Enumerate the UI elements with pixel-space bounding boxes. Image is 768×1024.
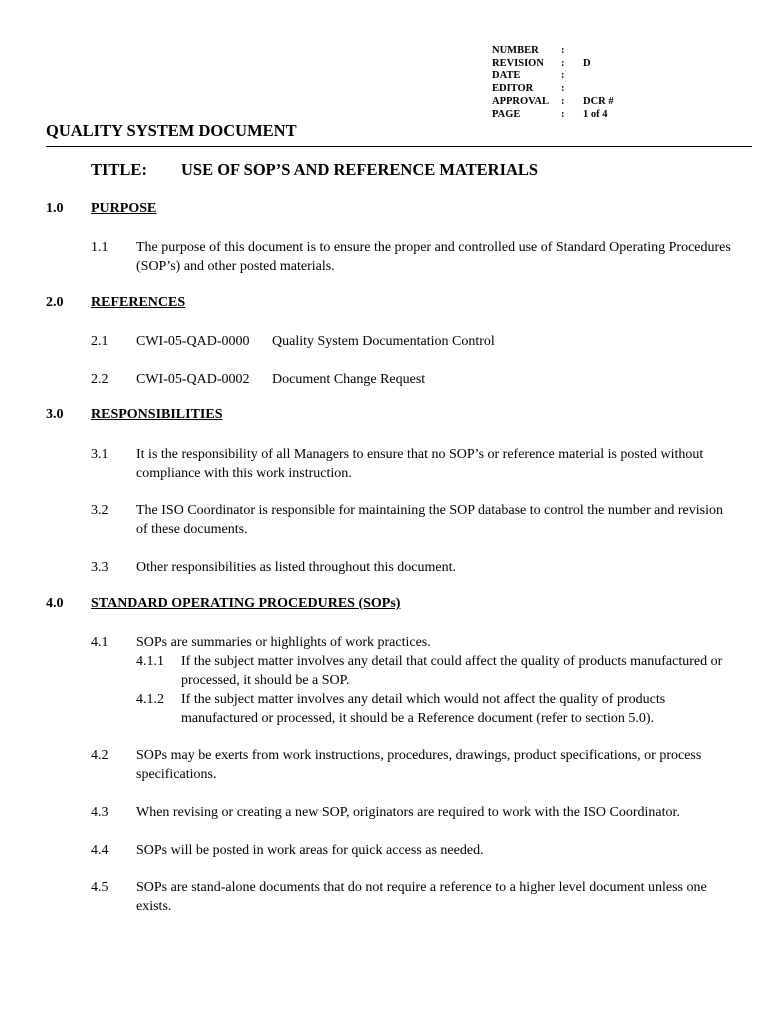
item-text: If the subject matter involves any detail which would not affect the quality of products manufactured or processed, it should be a Reference document (refer to section 5.0). bbox=[181, 692, 666, 726]
reference-item bbox=[91, 370, 731, 389]
document-type-heading: QUALITY SYSTEM DOCUMENT bbox=[46, 121, 297, 140]
item-number: 3.2 bbox=[91, 503, 109, 518]
meta-label: DATE bbox=[492, 70, 521, 82]
meta-row-number bbox=[492, 45, 614, 58]
list-item bbox=[91, 558, 731, 577]
item-text: SOPs are stand-alone documents that do not require a reference to a higher level document unless one exists. bbox=[136, 880, 707, 914]
list-item bbox=[91, 238, 731, 276]
reference-title: Document Change Request bbox=[272, 372, 426, 387]
meta-row-revision bbox=[492, 58, 614, 71]
title-text: USE OF SOP’S AND REFERENCE MATERIALS bbox=[181, 160, 539, 179]
meta-label: NUMBER bbox=[492, 45, 539, 56]
item-number: 3.1 bbox=[91, 447, 109, 462]
meta-label: PAGE bbox=[492, 108, 521, 120]
document-metadata bbox=[492, 45, 614, 121]
reference-code: CWI-05-QAD-0000 bbox=[136, 334, 250, 349]
list-item bbox=[91, 746, 731, 784]
item-text: The ISO Coordinator is responsible for maintaining the SOP database to control the number and revision of these documents. bbox=[136, 503, 723, 537]
section-title: RESPONSIBILITIES bbox=[91, 407, 223, 422]
reference-code: CWI-05-QAD-0002 bbox=[136, 372, 250, 387]
section-number: 4.0 bbox=[46, 596, 64, 611]
meta-separator: : bbox=[561, 45, 565, 56]
item-text: SOPs may be exerts from work instructions, procedures, drawings, product specifications, or process specifications. bbox=[136, 748, 702, 782]
meta-separator: : bbox=[561, 83, 565, 95]
section-number: 3.0 bbox=[46, 407, 64, 422]
meta-value: DCR # bbox=[583, 95, 614, 107]
item-text: The purpose of this document is to ensure the proper and controlled use of Standard Operating Procedures (SOP’s) and other posted materials. bbox=[136, 240, 731, 274]
item-number: 1.1 bbox=[91, 240, 109, 255]
list-item bbox=[91, 878, 731, 916]
meta-row-page bbox=[492, 109, 614, 122]
item-number: 4.1.1 bbox=[136, 654, 164, 669]
meta-separator: : bbox=[561, 70, 565, 82]
list-item bbox=[91, 841, 731, 860]
item-number: 2.2 bbox=[91, 372, 109, 387]
meta-label: APPROVAL bbox=[492, 95, 549, 107]
sub-list-item bbox=[136, 652, 731, 690]
meta-row-approval bbox=[492, 96, 614, 109]
meta-label: EDITOR bbox=[492, 83, 534, 95]
meta-separator: : bbox=[561, 108, 565, 120]
item-number: 3.3 bbox=[91, 560, 109, 575]
item-number: 4.4 bbox=[91, 843, 109, 858]
item-text: If the subject matter involves any detail that could affect the quality of products manufactured or processed, it should be a SOP. bbox=[181, 654, 723, 688]
item-text: When revising or creating a new SOP, originators are required to work with the ISO Coordinator. bbox=[136, 805, 680, 820]
meta-value: D bbox=[583, 57, 591, 69]
meta-row-editor bbox=[492, 83, 614, 96]
list-item bbox=[91, 501, 731, 539]
meta-row-date bbox=[492, 70, 614, 83]
section-title: STANDARD OPERATING PROCEDURES (SOPs) bbox=[91, 596, 401, 611]
item-text: SOPs are summaries or highlights of work practices. bbox=[136, 635, 431, 650]
list-item bbox=[91, 633, 731, 652]
section-title: REFERENCES bbox=[91, 295, 186, 310]
item-text: It is the responsibility of all Managers to ensure that no SOP’s or reference material is posted without compliance with this work instruction. bbox=[136, 447, 704, 481]
item-number: 4.2 bbox=[91, 748, 109, 763]
sub-list-item bbox=[136, 690, 731, 728]
list-item bbox=[91, 445, 731, 483]
meta-label: REVISION bbox=[492, 57, 544, 69]
section-number: 2.0 bbox=[46, 295, 64, 310]
reference-title: Quality System Documentation Control bbox=[272, 334, 495, 349]
item-number: 2.1 bbox=[91, 334, 109, 349]
item-number: 4.1 bbox=[91, 635, 109, 650]
item-text: Other responsibilities as listed throughout this document. bbox=[136, 560, 457, 575]
meta-value: 1 of 4 bbox=[583, 108, 608, 120]
title-label: TITLE: bbox=[91, 160, 147, 179]
meta-separator: : bbox=[561, 95, 565, 107]
section-title: PURPOSE bbox=[91, 201, 157, 216]
item-number: 4.1.2 bbox=[136, 692, 164, 707]
meta-separator: : bbox=[561, 57, 565, 69]
item-number: 4.3 bbox=[91, 805, 109, 820]
item-number: 4.5 bbox=[91, 880, 109, 895]
item-text: SOPs will be posted in work areas for quick access as needed. bbox=[136, 843, 484, 858]
list-item bbox=[91, 803, 731, 822]
header-divider bbox=[46, 146, 752, 147]
reference-item bbox=[91, 332, 731, 351]
section-number: 1.0 bbox=[46, 201, 64, 216]
document-title bbox=[91, 160, 538, 180]
